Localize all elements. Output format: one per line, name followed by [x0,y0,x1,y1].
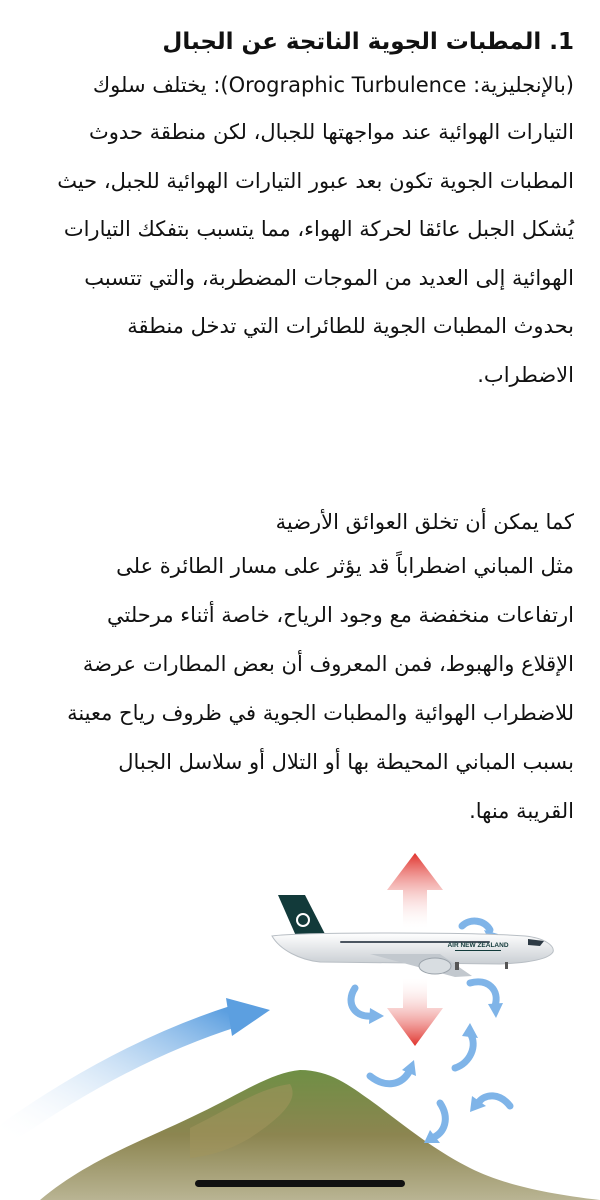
paragraph-line: التيارات الهوائية عند مواجهتها للجبال، لكن منطقة حدوث [89,120,574,144]
paragraph-line: للاضطراب الهوائية والمطبات الجوية في ظروف رياح معينة [67,701,574,725]
paragraph-line: ارتفاعات منخفضة مع وجود الرياح، خاصة أثناء مرحلتي [106,603,574,627]
paragraph-orographic [24,62,574,399]
updraft-arrow-icon [387,853,443,928]
paragraph-line: يُشكل الجبل عائقا لحركة الهواء، مما يتسبب بتفكك التيارات [63,217,574,241]
paragraph-line: الاضطراب. [477,362,574,387]
paragraph-line: الهوائية إلى العديد من الموجات المضطربة، والتي تتسبب [84,265,574,290]
paragraph-line: بحدوث المطبات الجوية للطائرات التي تدخل منطقة [127,314,574,338]
paragraph-line: (بالإنجليزية: Orographic Turbulence): يختلف سلوك [92,73,574,97]
paragraph-line: الإقلاع والهبوط، فمن المعروف أن بعض المطارات عرضة [82,652,574,676]
paragraph-line: القريبة منها. [469,799,574,823]
paragraph-line: مثل المباني اضطراباً قد يؤثر على مسار الطائرة على [116,554,574,578]
airline-livery-text: AIR NEW ZEALAND [447,942,509,949]
section-heading: 1. المطبات الجوية الناتجة عن الجبال [162,29,574,55]
home-indicator-bar[interactable] [195,1180,405,1187]
turbulence-illustration [0,838,600,1200]
downdraft-arrow-icon [387,978,443,1046]
paragraph-line: بسبب المباني المحيطة بها أو التلال أو سلاسل الجبال [118,750,574,774]
paragraph-line: المطبات الجوية تكون بعد عبور التيارات الهوائية للجبل، حيث [57,168,574,193]
article [24,22,574,836]
paragraph-obstacles [24,502,574,836]
paragraph-line: كما يمكن أن تخلق العوائق الأرضية [275,510,574,534]
